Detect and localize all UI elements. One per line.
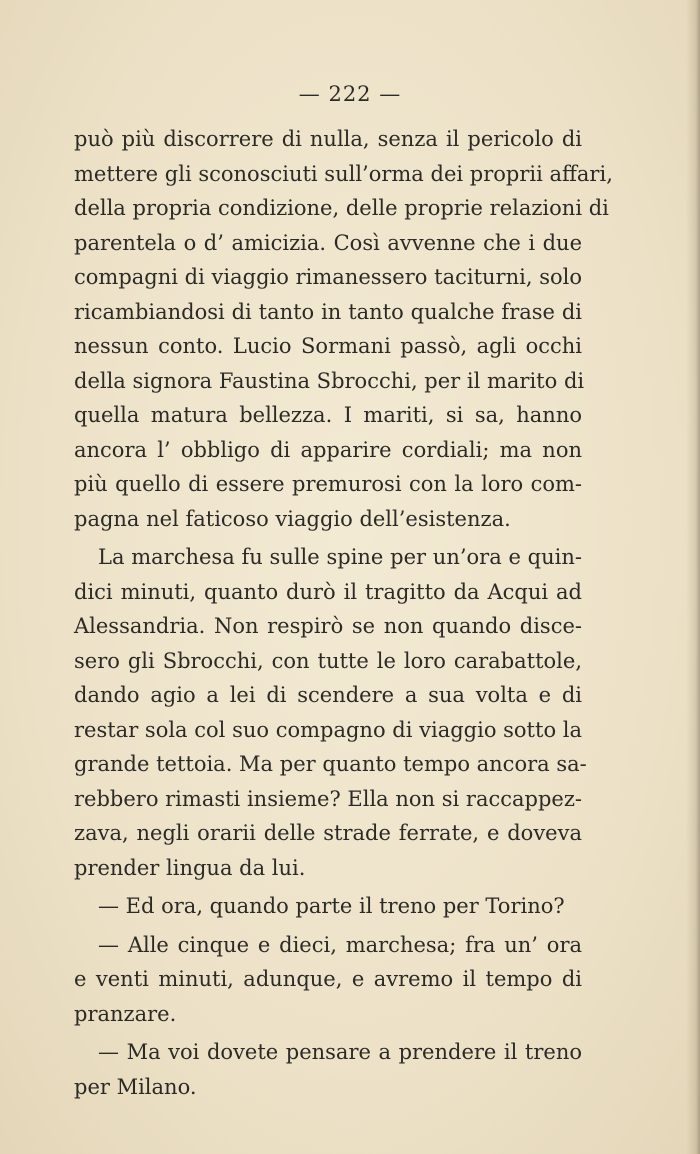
text-line: sero gli Sbrocchi, con tutte le loro carabattole, xyxy=(74,648,582,673)
text-line: La marchesa fu sulle spine per un’ora e quin- xyxy=(98,545,582,569)
paragraph-5 xyxy=(74,1035,582,1104)
text-line: più quello di essere premurosi con la loro com- xyxy=(74,472,582,496)
text-line: prender lingua da lui. xyxy=(74,855,306,880)
text-line: zava, negli orarii delle strade ferrate, e doveva xyxy=(74,821,582,845)
paragraph-2 xyxy=(74,540,587,885)
text-line: — Ed ora, quando parte il treno per Torino? xyxy=(98,894,565,918)
text-line: mettere gli sconosciuti sull’orma dei proprii affari, xyxy=(74,161,613,186)
text-line: della signora Faustina Sbrocchi, per il marito di xyxy=(74,368,585,393)
text-line: dici minuti, quanto durò il tragitto da Acqui ad xyxy=(74,579,582,604)
paragraph-4 xyxy=(74,928,582,1032)
text-line: — Ma voi dovete pensare a prendere il treno xyxy=(98,1040,582,1064)
page-edge-shadow xyxy=(686,0,700,1154)
text-line: e venti minuti, adunque, e avremo il tempo di xyxy=(74,967,582,991)
text-line: dando agio a lei di scendere a sua volta e di xyxy=(74,683,582,707)
text-line: per Milano. xyxy=(74,1074,197,1099)
text-line: può più discorrere di nulla, senza il pericolo di xyxy=(74,127,582,151)
text-line: ancora l’ obbligo di apparire cordiali; ma non xyxy=(74,437,582,462)
text-line: Alessandria. Non respirò se non quando disce- xyxy=(74,614,582,638)
text-line: compagni di viaggio rimanessero taciturni, solo xyxy=(74,265,582,289)
text-line: — Alle cinque e dieci, marchesa; fra un’ ora xyxy=(98,932,582,957)
text-line: ricambiandosi di tanto in tanto qualche frase di xyxy=(74,299,582,324)
paragraph-3 xyxy=(74,889,582,924)
body-text xyxy=(74,122,613,1104)
text-line: restar sola col suo compagno di viaggio sotto la xyxy=(74,717,582,742)
text-line: nessun conto. Lucio Sormani passò, agli occhi xyxy=(74,334,582,358)
text-line: della propria condizione, delle proprie relazioni di xyxy=(74,196,609,220)
page-number: — 222 — xyxy=(298,82,402,106)
text-line: rebbero rimasti insieme? Ella non si raccappez- xyxy=(74,786,582,811)
text-line: pagna nel faticoso viaggio dell’esistenza. xyxy=(74,506,511,531)
text-line: grande tettoia. Ma per quanto tempo ancora sa- xyxy=(74,752,587,776)
paragraph-1 xyxy=(74,122,613,536)
text-line: pranzare. xyxy=(74,1001,177,1026)
text-line: parentela o d’ amicizia. Così avvenne che i due xyxy=(74,230,582,255)
text-line: quella matura bellezza. I mariti, si sa, hanno xyxy=(74,403,582,427)
